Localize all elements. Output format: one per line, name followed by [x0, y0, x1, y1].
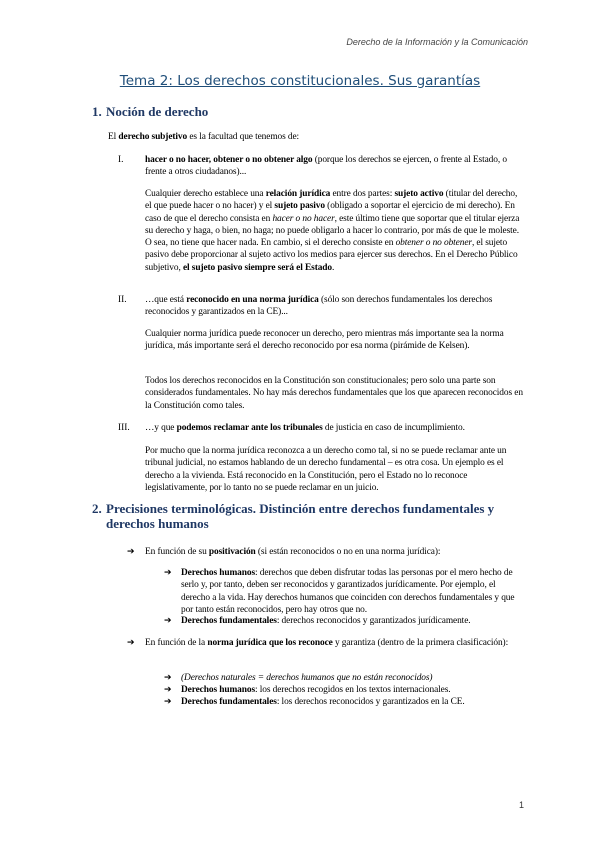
section-number: 2.: [92, 501, 102, 516]
arrow-bullet-icon: ➔: [164, 697, 172, 707]
list-item-text: En función de la norma jurídica que los reconoce y garantiza (dentro de la primera clasificación):: [145, 638, 509, 648]
list-item-text: …y que podemos reclamar ante los tribunales de justicia en caso de incumplimiento.: [145, 423, 465, 433]
paragraph: Cualquier derecho establece una relación jurídica entre dos partes: sujeto activo (titular del derecho, el que puede hacer o no hacer) y el sujeto pasivo (obligado a soportar el ejercicio de mi derecho). En caso de que el derecho consista en hacer o no hacer, este último tiene que soportar que el titular ejerza su derecho y haga, o bien, no haga; no puede obligarlo a hacer lo contrario, por más de que le moleste. O sea, no tiene que hacer nada. En cambio, si el derecho consiste en obtener o no obtener, el sujeto pasivo debe proporcionar al sujeto activo los medios para ejercer sus derechos. En el Derecho Público subjetivo, el sujeto pasivo siempre será el Estado.: [145, 189, 520, 273]
list-item-text: Derechos fundamentales: los derechos reconocidos y garantizados en la CE.: [181, 697, 465, 707]
arrow-bullet-icon: ➔: [127, 547, 135, 557]
arrow-bullet-icon: ➔: [164, 616, 172, 626]
list-item-text: En función de su positivación (si están reconocidos o no en una norma jurídica):: [145, 547, 441, 557]
arrow-bullet-icon: ➔: [164, 673, 172, 683]
paragraph: Cualquier norma jurídica puede reconocer un derecho, pero mientras más importante sea la norma jurídica, más importante será el derecho reconocido por esa norma (pirámide de Kelsen).: [145, 329, 504, 352]
section-number: 1.: [92, 104, 102, 119]
list-item-text: Derechos humanos: derechos que deben disfrutar todas las personas por el mero hecho de serlo y, por tanto, deben ser reconocidos y garantizados jurídicamente. Por ejemplo, el derecho a la vida. Hay derechos humanos que coinciden con derechos fundamentales y que por tanto están reconocidos, pero hay otros que no.: [181, 568, 515, 615]
list-item-text: Derechos humanos: los derechos recogidos en los textos internacionales.: [181, 685, 451, 695]
section-title: Precisiones terminológicas. Distinción entre derechos fundamentales y derechos humanos: [106, 501, 495, 531]
intro-paragraph: El derecho subjetivo es la facultad que tenemos de:: [108, 132, 300, 142]
list-item-text: Derechos fundamentales: derechos reconocidos y garantizados jurídicamente.: [181, 616, 471, 626]
arrow-bullet-icon: ➔: [164, 568, 172, 578]
list-numeral: I.: [118, 155, 124, 165]
arrow-bullet-icon: ➔: [164, 685, 172, 695]
section-2-heading: [92, 501, 532, 531]
document-title: Tema 2: Los derechos constitucionales. Sus garantías: [119, 73, 481, 89]
page-number: 1: [518, 800, 524, 810]
list-item-text: …que está reconocido en una norma jurídica (sólo son derechos fundamentales los derechos reconocidos y garantizados en la CE)...: [145, 295, 493, 318]
section-1-heading: [92, 104, 532, 119]
section-title: Noción de derecho: [106, 104, 209, 119]
list-item-text: (Derechos naturales = derechos humanos que no están reconocidos): [181, 673, 433, 683]
paragraph: Todos los derechos reconocidos en la Constitución son constitucionales; pero solo una parte son considerados fundamentales. No hay más derechos fundamentales que los que aparecen reconocidos en la Constitución como tales.: [145, 376, 523, 411]
bold-term: derecho subjetivo: [118, 132, 188, 142]
running-header: Derecho de la Información y la Comunicación: [346, 37, 528, 47]
paragraph: Por mucho que la norma jurídica reconozca a un derecho como tal, si no se puede reclamar ante un tribunal judicial, no estamos hablando de un derecho fundamental – es otra cosa. Un ejemplo es el derecho a la vivienda. Está reconocido en la Constitución, pero el Estado no lo reconoce legislativamente, por lo tanto no se puede reclamar en un juicio.: [145, 446, 507, 493]
list-item-text: hacer o no hacer, obtener o no obtener algo (porque los derechos se ejercen, o frente al Estado, o frente a otros ciudadanos)...: [145, 155, 507, 178]
arrow-bullet-icon: ➔: [127, 638, 135, 648]
list-numeral: II.: [118, 295, 127, 305]
list-numeral: III.: [118, 423, 130, 433]
